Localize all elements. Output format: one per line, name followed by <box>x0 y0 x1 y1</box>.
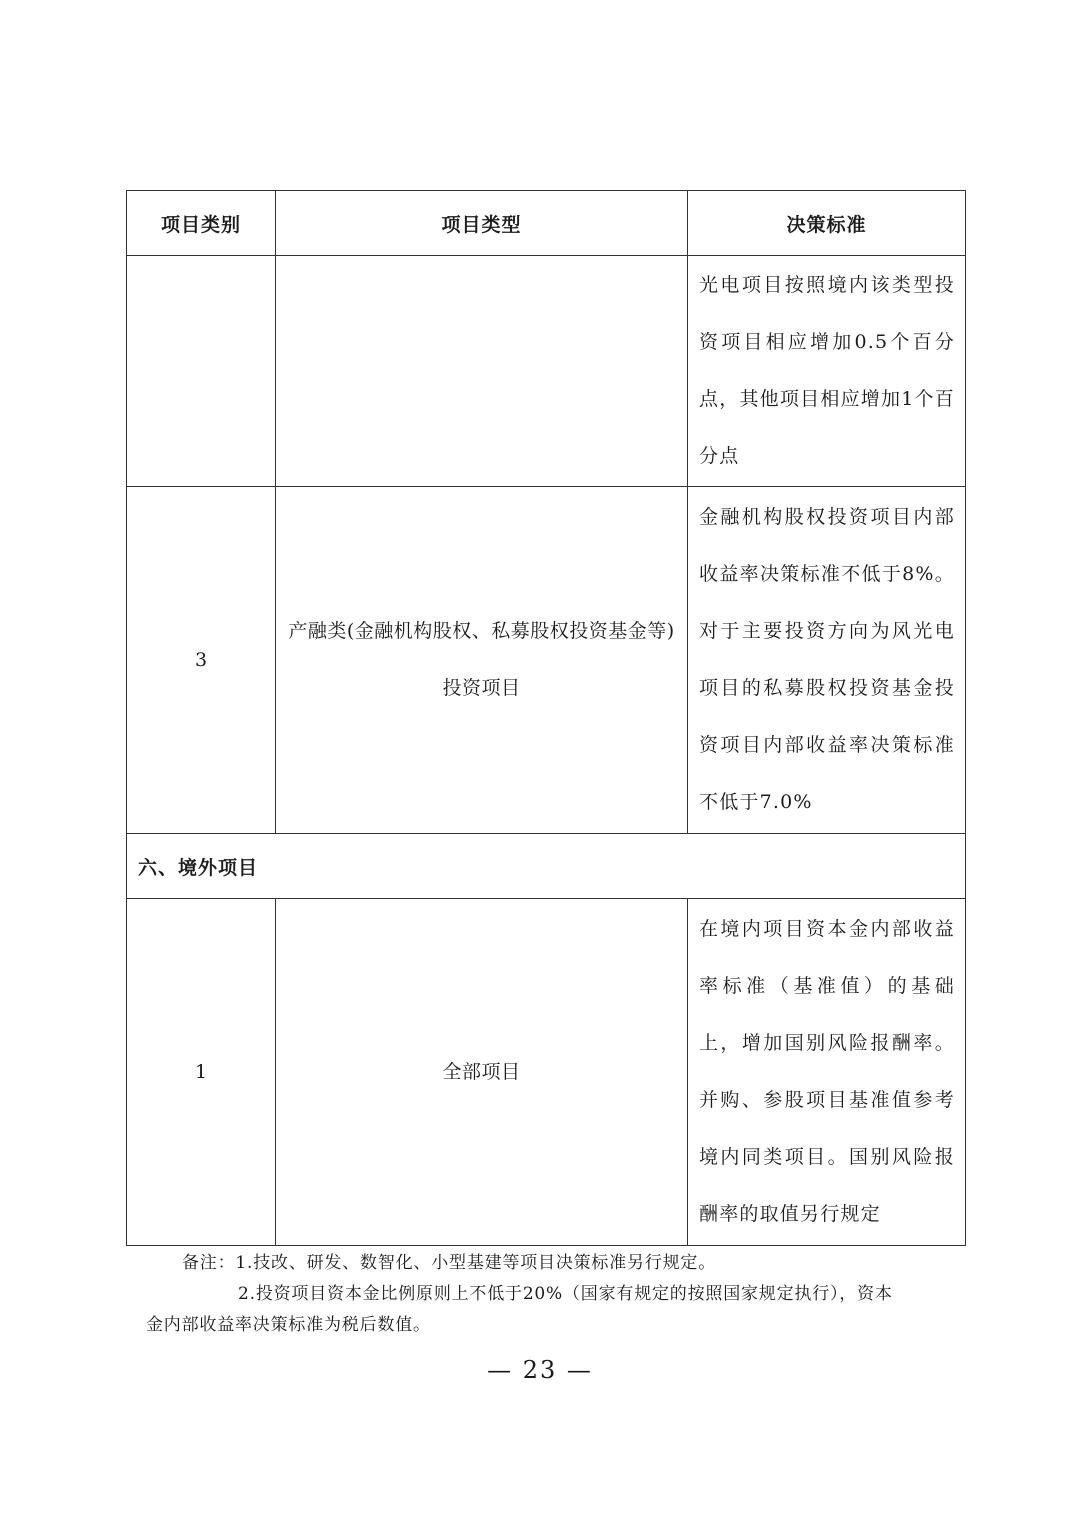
table-row <box>127 487 966 834</box>
header-decision-standard: 决策标准 <box>688 191 966 256</box>
section-row <box>127 834 966 899</box>
decision-standards-table <box>126 190 966 1246</box>
header-project-type: 项目类型 <box>276 191 688 256</box>
type-cell <box>276 487 688 834</box>
note-2: 2.投资项目资本金比例原则上不低于20%（国家有规定的按照国家规定执行），资本 <box>238 1284 893 1304</box>
category-cell: 1 <box>127 899 276 1246</box>
type-text-line1: 产融类(金融机构股权、私募股权投资基金等) <box>288 620 675 642</box>
table-header-row <box>127 191 966 256</box>
standard-text: 光电项目按照境内该类型投资项目相应增加0.5个百分点，其他项目相应增加1个百分点 <box>699 274 955 467</box>
type-text-line2: 投资项目 <box>442 677 521 699</box>
standard-cell <box>688 487 966 834</box>
page-number: — 23 — <box>487 1356 593 1384</box>
category-cell: 3 <box>127 487 276 834</box>
table-row <box>127 256 966 487</box>
type-cell <box>276 256 688 487</box>
type-cell: 全部项目 <box>276 899 688 1246</box>
standard-text: 金融机构股权投资项目内部收益率决策标准不低于8%。对于主要投资方向为风光电项目的私募股权投资基金投资项目内部收益率决策标准不低于7.0% <box>699 506 955 813</box>
note-2-continuation: 金内部收益率决策标准为税后数值。 <box>146 1315 431 1335</box>
note-1: 备注：1.技改、研发、数智化、小型基建等项目决策标准另行规定。 <box>182 1253 717 1273</box>
standard-cell <box>688 256 966 487</box>
standard-cell <box>688 899 966 1246</box>
header-project-category: 项目类别 <box>127 191 276 256</box>
category-cell <box>127 256 276 487</box>
standard-text: 在境内项目资本金内部收益率标准（基准值）的基础上，增加国别风险报酬率。并购、参股项目基准值参考境内同类项目。国别风险报酬率的取值另行规定 <box>699 918 955 1225</box>
table-row <box>127 899 966 1246</box>
notes-block <box>126 1248 956 1341</box>
section-title: 六、境外项目 <box>127 834 966 899</box>
